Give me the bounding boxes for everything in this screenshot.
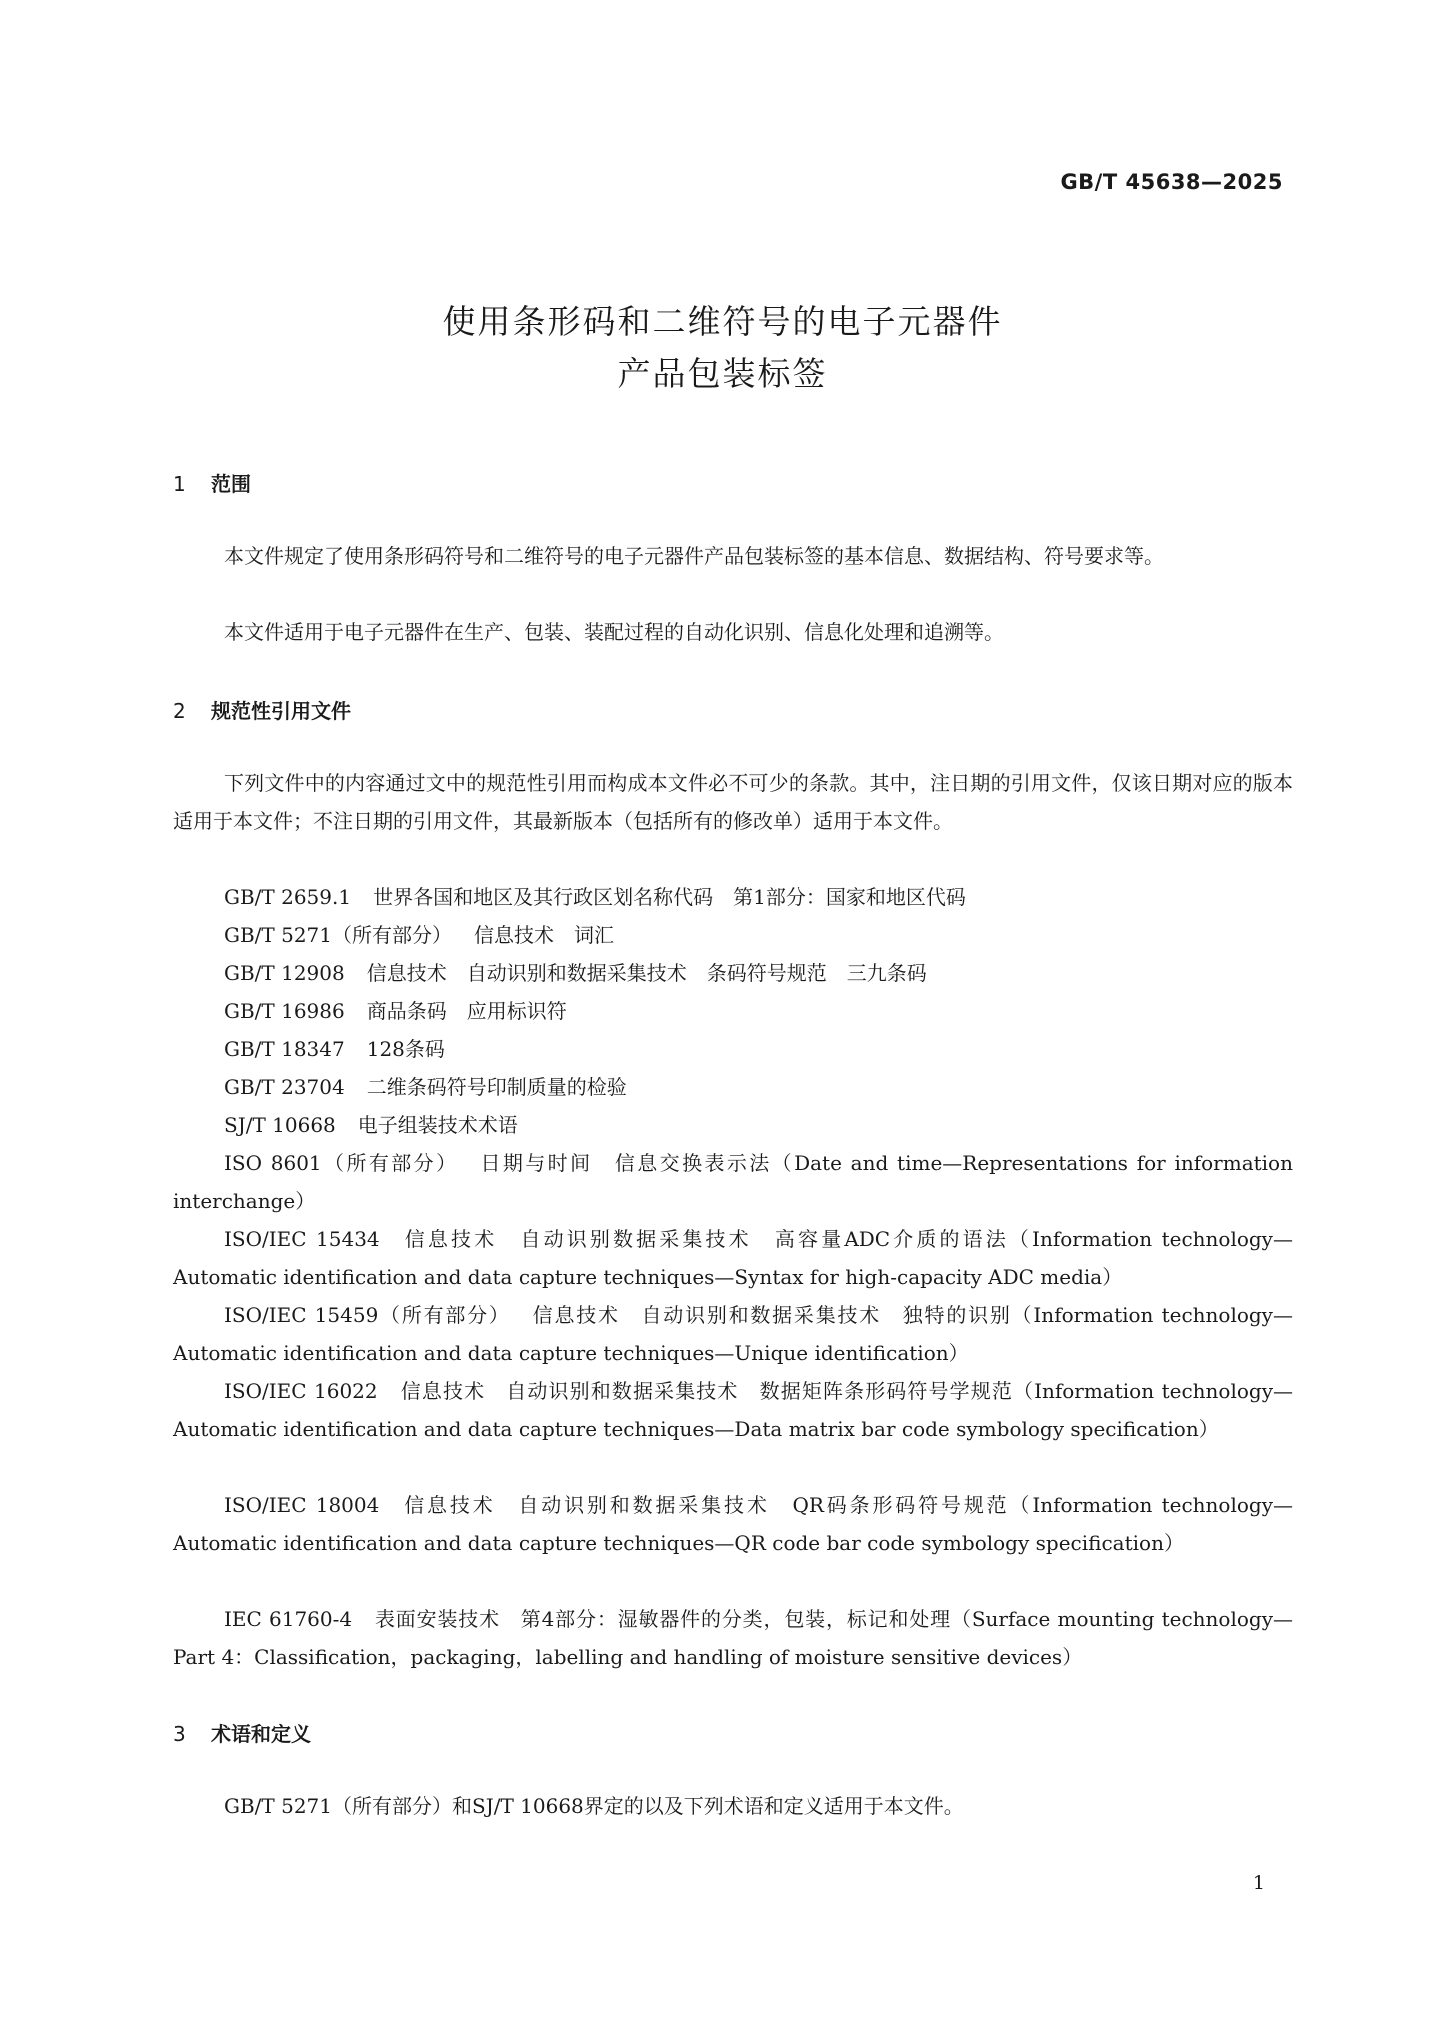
section-2-intro: 下列文件中的内容通过文中的规范性引用而构成本文件必不可少的条款。其中，注日期的引用文件，仅该日期对应的版本适用于本文件；不注日期的引用文件，其最新版本（包括所有的修改单）适用于本文件。 (173, 771, 1293, 833)
reference-item (173, 1600, 1293, 1676)
reference-title: 信息技术 自动识别和数据采集技术 独特的识别（Information technology—Automatic identification and data capture techniques—Unique identification） (173, 1303, 1293, 1365)
reference-code: ISO/IEC 16022 (224, 1379, 378, 1403)
reference-title: 信息技术 自动识别和数据采集技术 QR码条形码符号规范（Information technology—Automatic identification and data capture techniques—QR code bar code symbology specification） (173, 1493, 1293, 1555)
section-title: 规范性引用文件 (211, 699, 351, 723)
section-number: 3 (173, 1722, 186, 1746)
reference-item (173, 1296, 1293, 1372)
section-title: 范围 (211, 472, 251, 496)
section-2-heading (173, 695, 351, 724)
reference-title: 表面安装技术 第4部分：湿敏器件的分类，包装，标记和处理（Surface mounting technology—Part 4：Classification，packaging，labelling and handling of moisture sensitive devices） (173, 1607, 1294, 1669)
section-number: 1 (173, 472, 186, 496)
reference-item (173, 916, 1293, 954)
reference-item (173, 1068, 1293, 1106)
reference-item (173, 1106, 1293, 1144)
reference-title: 信息技术 自动识别数据采集技术 高容量ADC介质的语法（Information technology—Automatic identification and data capture techniques—Syntax for high-capacity ADC media） (173, 1227, 1293, 1289)
standard-code: GB/T 45638—2025 (1060, 170, 1283, 194)
reference-item (173, 1030, 1293, 1068)
reference-item (173, 1220, 1293, 1296)
reference-code: ISO 8601（所有部分） (224, 1151, 459, 1175)
section-1-paragraph-2: 本文件适用于电子元器件在生产、包装、装配过程的自动化识别、信息化处理和追溯等。 (224, 620, 1004, 644)
section-1-paragraph-1: 本文件规定了使用条形码符号和二维符号的电子元器件产品包装标签的基本信息、数据结构、符号要求等。 (224, 544, 1164, 568)
document-title-line2: 产品包装标签 (617, 354, 828, 393)
reference-code: GB/T 18347 (224, 1037, 345, 1061)
reference-item (173, 1486, 1293, 1562)
reference-item (173, 1372, 1293, 1448)
section-3-heading (173, 1718, 311, 1747)
reference-title: 商品条码 应用标识符 (366, 999, 567, 1023)
reference-code: ISO/IEC 15434 (224, 1227, 380, 1251)
reference-title: 信息技术 自动识别和数据采集技术 条码符号规范 三九条码 (366, 961, 927, 985)
reference-code: IEC 61760-4 (224, 1607, 353, 1631)
reference-title: 二维条码符号印制质量的检验 (366, 1075, 627, 1099)
section-number: 2 (173, 699, 186, 723)
page-number: 1 (1252, 1872, 1265, 1894)
reference-item (173, 878, 1293, 916)
reference-code: GB/T 23704 (224, 1075, 345, 1099)
section-3-paragraph-1: GB/T 5271（所有部分）和SJ/T 10668界定的以及下列术语和定义适用于本文件。 (224, 1794, 964, 1818)
document-title-line1: 使用条形码和二维符号的电子元器件 (442, 302, 1003, 341)
reference-code: ISO/IEC 15459（所有部分） (224, 1303, 511, 1327)
section-title: 术语和定义 (211, 1722, 311, 1746)
reference-title: 信息技术 词汇 (474, 923, 615, 947)
reference-code: GB/T 5271（所有部分） (224, 923, 453, 947)
reference-title: 电子组装技术术语 (357, 1113, 518, 1137)
reference-title: 日期与时间 信息交换表示法（Date and time—Representations for information interchange） (173, 1151, 1293, 1213)
reference-code: GB/T 16986 (224, 999, 345, 1023)
reference-item (173, 1144, 1293, 1220)
reference-title: 世界各国和地区及其行政区划名称代码 第1部分：国家和地区代码 (373, 885, 966, 909)
reference-title: 信息技术 自动识别和数据采集技术 数据矩阵条形码符号学规范（Information technology—Automatic identification and data capture techniques—Data matrix bar code symbology specification） (173, 1379, 1293, 1441)
reference-code: GB/T 12908 (224, 961, 345, 985)
section-1-heading (173, 468, 251, 497)
reference-code: ISO/IEC 18004 (224, 1493, 380, 1517)
reference-code: SJ/T 10668 (224, 1113, 336, 1137)
reference-item (173, 954, 1293, 992)
reference-title: 128条码 (366, 1037, 445, 1061)
reference-code: GB/T 2659.1 (224, 885, 352, 909)
reference-item (173, 992, 1293, 1030)
